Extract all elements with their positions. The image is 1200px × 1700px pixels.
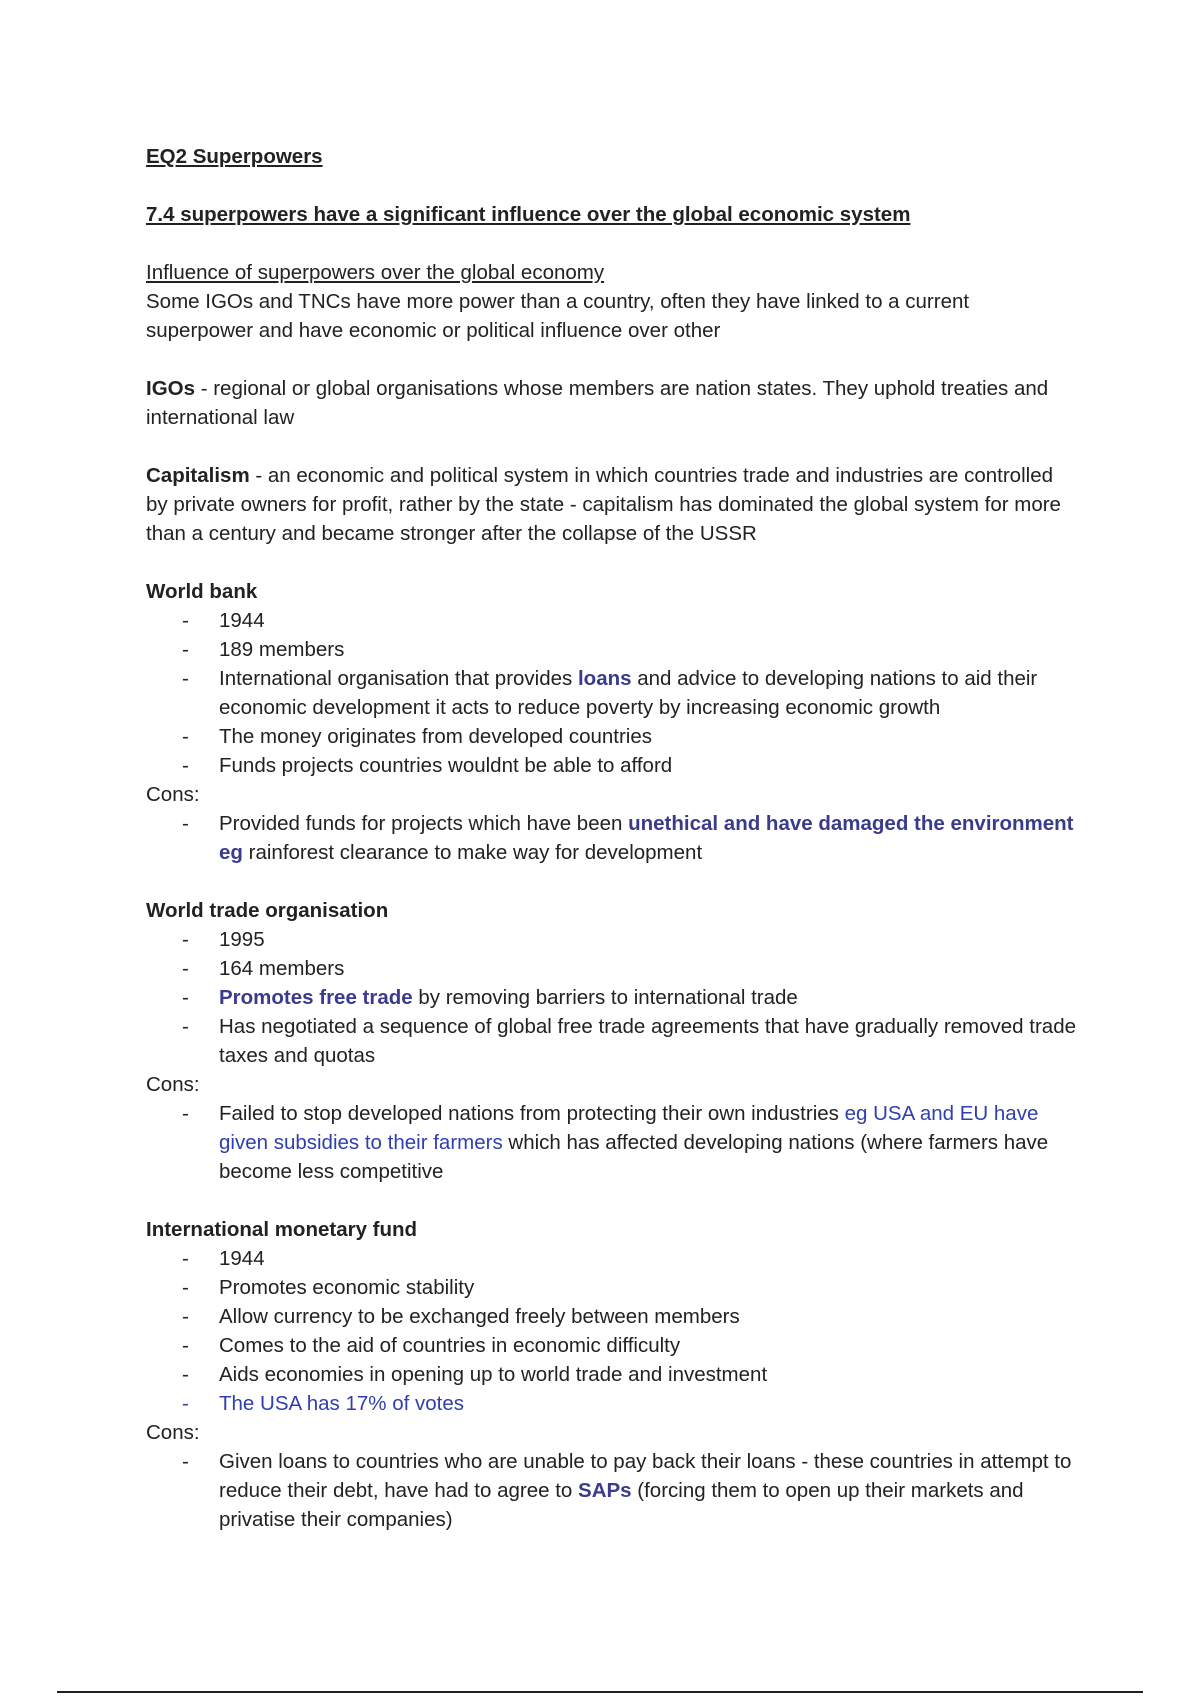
list-item (146, 751, 1076, 780)
bullet-dash: - (182, 1392, 189, 1415)
bullet-dash: - (182, 812, 189, 835)
bullet-dash: - (182, 1276, 189, 1299)
list-item (146, 664, 1076, 722)
list-item-text: Failed to stop developed nations from protecting their own industries (219, 1102, 845, 1125)
list-item (146, 1099, 1076, 1186)
capitalism-definition (146, 461, 1076, 548)
bullet-dash: - (182, 928, 189, 951)
bullet-dash: - (182, 609, 189, 632)
list-item-text: and advice to developing nations to aid their economic development it acts to reduce poverty by increasing economic growth (219, 667, 1038, 719)
list-item-text: by removing barriers to international trade (412, 986, 798, 1009)
list-item-text: Funds projects countries wouldnt be able to afford (219, 754, 673, 777)
list-item-text: (forcing them to open up their markets and privatise their companies) (219, 1479, 1024, 1531)
bullet-dash: - (182, 986, 189, 1009)
list-item-text: rainforest clearance to make way for development (242, 841, 703, 864)
bullet-dash: - (182, 1363, 189, 1386)
list-item-text: 164 members (219, 957, 345, 980)
list-item-text: 1944 (219, 609, 265, 632)
list-item (146, 606, 1076, 635)
list-item-text: Given loans to countries who are unable to pay back their loans - these countries in attempt to reduce their debt, have had to agree to (219, 1450, 1072, 1502)
bullet-dash: - (182, 1334, 189, 1357)
bullet-dash: - (182, 754, 189, 777)
list-item (146, 1302, 1076, 1331)
list-item (146, 809, 1076, 867)
world-bank-heading: World bank (146, 580, 258, 603)
intro-heading: Influence of superpowers over the global economy (146, 261, 605, 284)
document-page (146, 142, 1076, 1534)
list-item (146, 1447, 1076, 1534)
bullet-dash: - (182, 1305, 189, 1328)
list-item-text: Provided funds for projects which have been (219, 812, 629, 835)
imf-heading: International monetary fund (146, 1218, 418, 1241)
list-item-text: Aids economies in opening up to world trade and investment (219, 1363, 768, 1386)
bullet-dash: - (182, 1450, 189, 1473)
list-item-text: 1995 (219, 928, 265, 951)
igos-definition (146, 374, 1076, 432)
list-item-text: International organisation that provides (219, 667, 578, 690)
page-title: EQ2 Superpowers (146, 145, 323, 168)
list-item (146, 954, 1076, 983)
bullet-dash: - (182, 1102, 189, 1125)
highlight-text: unethical and have damaged the environment eg (219, 812, 1074, 864)
list-item-text: 1944 (219, 1247, 265, 1270)
bullet-dash: - (182, 725, 189, 748)
highlight-text: SAPs (578, 1479, 632, 1502)
intro-text: Some IGOs and TNCs have more power than a country, often they have linked to a current superpower and have economic or political influence over other (146, 290, 970, 342)
igos-text: - regional or global organisations whose members are nation states. They uphold treaties and international law (146, 377, 1049, 429)
list-item-text: which has affected developing nations (where farmers have become less competitive (219, 1131, 1049, 1183)
highlight-text: loans (577, 667, 632, 690)
list-item (146, 1012, 1076, 1070)
list-item (146, 1389, 1076, 1418)
list-item (146, 1360, 1076, 1389)
list-item-text: Promotes economic stability (219, 1276, 475, 1299)
list-item (146, 925, 1076, 954)
list-item (146, 635, 1076, 664)
blue-text: The USA has 17% of votes (219, 1392, 464, 1415)
igos-term: IGOs (146, 377, 195, 400)
bullet-dash: - (182, 638, 189, 661)
list-item-text: Allow currency to be exchanged freely between members (219, 1305, 740, 1328)
list-item (146, 1331, 1076, 1360)
highlight-text: Promotes free trade (219, 986, 413, 1009)
cons-label: Cons: (146, 1073, 200, 1096)
cons-label: Cons: (146, 1421, 200, 1444)
bullet-dash: - (182, 957, 189, 980)
list-item-text: Comes to the aid of countries in economic difficulty (219, 1334, 681, 1357)
list-item-text: Has negotiated a sequence of global free trade agreements that have gradually removed trade taxes and quotas (219, 1015, 1076, 1067)
list-item-text: The money originates from developed countries (219, 725, 653, 748)
wto-heading: World trade organisation (146, 899, 389, 922)
bullet-dash: - (182, 1247, 189, 1270)
page-bottom-rule (57, 1691, 1143, 1693)
capitalism-term: Capitalism (146, 464, 250, 487)
list-item (146, 1273, 1076, 1302)
bullet-dash: - (182, 1015, 189, 1038)
list-item (146, 983, 1076, 1012)
section-subtitle: 7.4 superpowers have a significant influence over the global economic system (146, 203, 911, 226)
capitalism-text: - an economic and political system in which countries trade and industries are controlled by private owners for profit, rather by the state - capitalism has dominated the global system for more than a century and became stronger after the collapse of the USSR (146, 464, 1061, 545)
bullet-dash: - (182, 667, 189, 690)
list-item-text: 189 members (219, 638, 345, 661)
list-item (146, 722, 1076, 751)
cons-label: Cons: (146, 783, 200, 806)
list-item (146, 1244, 1076, 1273)
blue-text: eg USA and EU have given subsidies to their farmers (219, 1102, 1039, 1154)
